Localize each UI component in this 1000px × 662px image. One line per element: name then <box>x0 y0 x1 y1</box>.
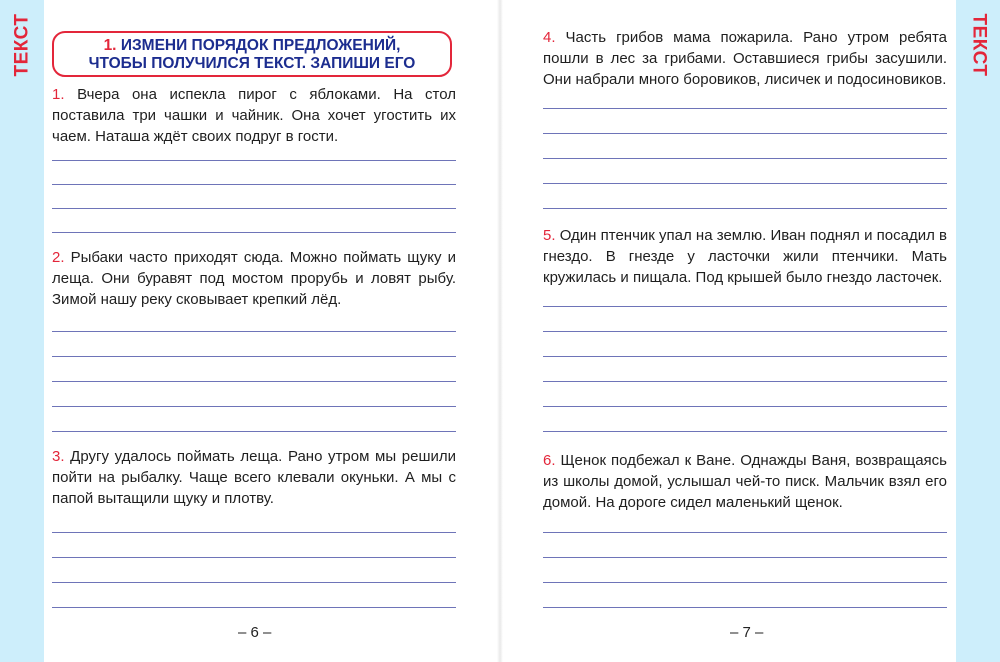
writing-line[interactable] <box>52 557 456 558</box>
writing-line[interactable] <box>543 108 947 109</box>
writing-line[interactable] <box>543 208 947 209</box>
exercise-2-text: 2. Рыбаки часто приходят сюда. Можно поймать щуку и леща. Они буравят под мостом прорубь и ловят рыбу. Зимой нашу реку сковывает крепкий лёд. <box>52 249 456 308</box>
exercise-number: 1. <box>52 86 65 103</box>
right-side-strip <box>956 0 1000 662</box>
exercise-4-text: 4. Часть грибов мама пожарила. Рано утром ребята пошли в лес за грибами. Оставшиеся грибы засушили. Они набрали много боровиков, лисичек и подосиновиков. <box>543 29 947 88</box>
writing-line[interactable] <box>543 183 947 184</box>
writing-line[interactable] <box>52 184 456 185</box>
left-side-strip <box>0 0 44 662</box>
exercise-6-text: 6. Щенок подбежал к Ване. Однажды Ваня, возвращаясь из школы домой, услышал чей-то писк. Мальчик взял его домой. На дороге сидел маленький щенок. <box>543 452 947 511</box>
writing-line[interactable] <box>543 331 947 332</box>
writing-line[interactable] <box>543 532 947 533</box>
exercise-number: 4. <box>543 29 556 46</box>
book-spine <box>497 0 503 662</box>
exercise-3-text: 3. Другу удалось поймать леща. Рано утром мы решили пойти на рыбалку. Чаще всего клевали окуньки. А мы с папой вытащили щуку и плотву. <box>52 448 456 507</box>
writing-line[interactable] <box>52 160 456 161</box>
writing-line[interactable] <box>543 557 947 558</box>
writing-line[interactable] <box>52 356 456 357</box>
exercise-number: 6. <box>543 452 556 469</box>
writing-line[interactable] <box>543 406 947 407</box>
page-number-left: – 6 – <box>238 624 272 641</box>
writing-line[interactable] <box>52 208 456 209</box>
task-title-line2: ЧТОБЫ ПОЛУЧИЛСЯ ТЕКСТ. ЗАПИШИ ЕГО <box>88 55 416 72</box>
writing-line[interactable] <box>52 232 456 233</box>
exercise-number: 3. <box>52 448 65 465</box>
exercise-5-text: 5. Один птенчик упал на землю. Иван поднял и посадил в гнездо. В гнезде у ласточки жили птенчики. Мать кружилась и пищала. Под крышей было гнездо ласточек. <box>543 227 947 286</box>
writing-line[interactable] <box>543 158 947 159</box>
writing-line[interactable] <box>52 431 456 432</box>
exercise-1-text: 1. Вчера она испекла пирог с яблоками. На стол поставила три чашки и чайник. Она хочет угостить их чаем. Наташа ждёт своих подруг в гости. <box>52 86 457 145</box>
writing-line[interactable] <box>52 331 456 332</box>
page-number-right: – 7 – <box>730 624 764 641</box>
writing-line[interactable] <box>543 582 947 583</box>
writing-line[interactable] <box>52 582 456 583</box>
writing-line[interactable] <box>543 356 947 357</box>
writing-line[interactable] <box>543 607 947 608</box>
exercise-number: 5. <box>543 227 556 244</box>
task-title-line1: 1. ИЗМЕНИ ПОРЯДОК ПРЕДЛОЖЕНИЙ, <box>103 37 401 54</box>
writing-line[interactable] <box>543 306 947 307</box>
task-number: 1. <box>103 37 117 54</box>
right-side-label: ТЕКСТ <box>968 13 990 77</box>
writing-line[interactable] <box>52 381 456 382</box>
writing-line[interactable] <box>52 406 456 407</box>
writing-line[interactable] <box>52 532 456 533</box>
writing-line[interactable] <box>543 133 947 134</box>
writing-line[interactable] <box>52 607 456 608</box>
left-side-label: ТЕКСТ <box>11 13 33 77</box>
exercise-number: 2. <box>52 249 65 266</box>
task-title-box <box>52 31 452 77</box>
writing-line[interactable] <box>543 381 947 382</box>
writing-line[interactable] <box>543 431 947 432</box>
